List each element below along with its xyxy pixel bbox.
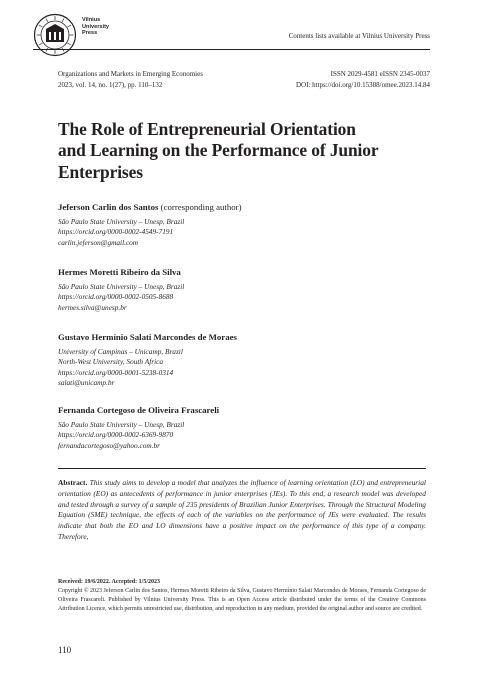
copyright-notice: Copyright © 2023 Jeferson Carlin dos Santos, Hermes Moretti Ribeiro da Silva, Gustavo Hermínio Salati Marcondes de Moraes, Fernanda Cortegoso de Oliveira Frascareli. Published by Vilnius University Press. This is an Open Access article distributed under the terms of the Creative Commons Attribution Licence, which permits unrestricted use, distribution, and reproduction in any medium, provided the original author and source are credited. [58,588,426,612]
email-link[interactable]: fernandacortegoso@yahoo.com.br [58,440,160,450]
page-number: 110 [58,645,72,655]
author-name [58,404,219,416]
orcid-link[interactable]: https://orcid.org/0000-0002-4549-7191 [58,227,174,237]
orcid-link[interactable]: https://orcid.org/0000-0001-5238-0314 [58,367,174,377]
abstract-label: Abstract. [58,478,88,487]
author-role: (corresponding author) [160,202,242,212]
abstract [58,478,426,543]
email-link[interactable]: hermes.silva@unesp.br [58,302,127,312]
publisher-name-line: Vilnius [82,17,101,23]
author-affiliation [58,347,183,388]
publisher-name-line: Press [82,30,98,37]
abstract-rule [58,468,426,469]
issn: ISSN 2029-4581 eISSN 2345-0037 [330,70,430,78]
author-name-text: Fernanda Cortegoso de Oliveira Frascareli [58,405,220,415]
article-title-line: and Learning on the Performance of Junior [58,140,379,161]
journal-info [58,69,203,91]
contents-list-notice: Contents lists available at Vilnius University Press [288,32,430,40]
publisher-name [82,17,109,37]
journal-name: Organizations and Markets in Emerging Economies [58,70,203,78]
university-seal-logo [33,13,77,57]
author-name [58,266,181,278]
author-name-text: Gustavo Hermínio Salati Marcondes de Moraes [58,332,237,342]
author-affiliation [58,420,184,451]
affiliation-line: North-West University, South Africa [58,357,163,367]
article-title [58,119,438,183]
author-name-text: Jeferson Carlin dos Santos [58,202,159,212]
email-link[interactable]: carlin.jeferson@gmail.com [58,237,139,247]
article-title-line: Enterprises [58,161,143,182]
journal-volume: 2023, vol. 14, no. 1(27), pp. 110–132 [58,81,163,89]
abstract-text: This study aims to develop a model that analyzes the influence of learning orientation (LO) and entrepreneurial orientation (EO) as antecedents of performance in junior enterprises (JEs). To this end, a research model was developed and tested through a survey of a sample of 235 presidents of Brazilian Junior Enterprises. Through the Structural Modeling Equation (SME) technique, the effects of each of the variables on the performance of JEs were evaluated. The results indicate that both the EO and LO dimensions have a positive impact on the performance of this type of a company. Therefore, [58,478,426,541]
author-name-text: Hermes Moretti Ribeiro da Silva [58,267,181,277]
header-rule [33,49,430,50]
journal-identifiers [296,69,430,91]
author-name [58,201,242,213]
orcid-link[interactable]: https://orcid.org/0000-0002-6369-9870 [58,430,174,440]
author-affiliation [58,282,184,313]
affiliation-line: University of Campinas – Unicamp, Brazil [58,347,183,356]
article-title-line: The Role of Entrepreneurial Orientation [58,119,356,139]
orcid-link[interactable]: https://orcid.org/0000-0002-0505-8688 [58,292,174,302]
received-accepted-dates: Received: 19/6/2022. Accepted: 1/5/2023 [58,579,160,585]
affiliation-line: São Paulo State University – Unesp, Brazil [58,420,185,429]
doi-link[interactable]: DOI: https://doi.org/10.15388/omee.2023.14.84 [295,81,430,89]
affiliation-line: São Paulo State University – Unesp, Brazil [58,282,185,291]
author-name [58,331,237,343]
publisher-name-line: University [82,23,110,30]
email-link[interactable]: salati@unicamp.br [58,377,115,387]
affiliation-line: São Paulo State University – Unesp, Brazil [58,217,185,226]
author-affiliation [58,217,184,248]
